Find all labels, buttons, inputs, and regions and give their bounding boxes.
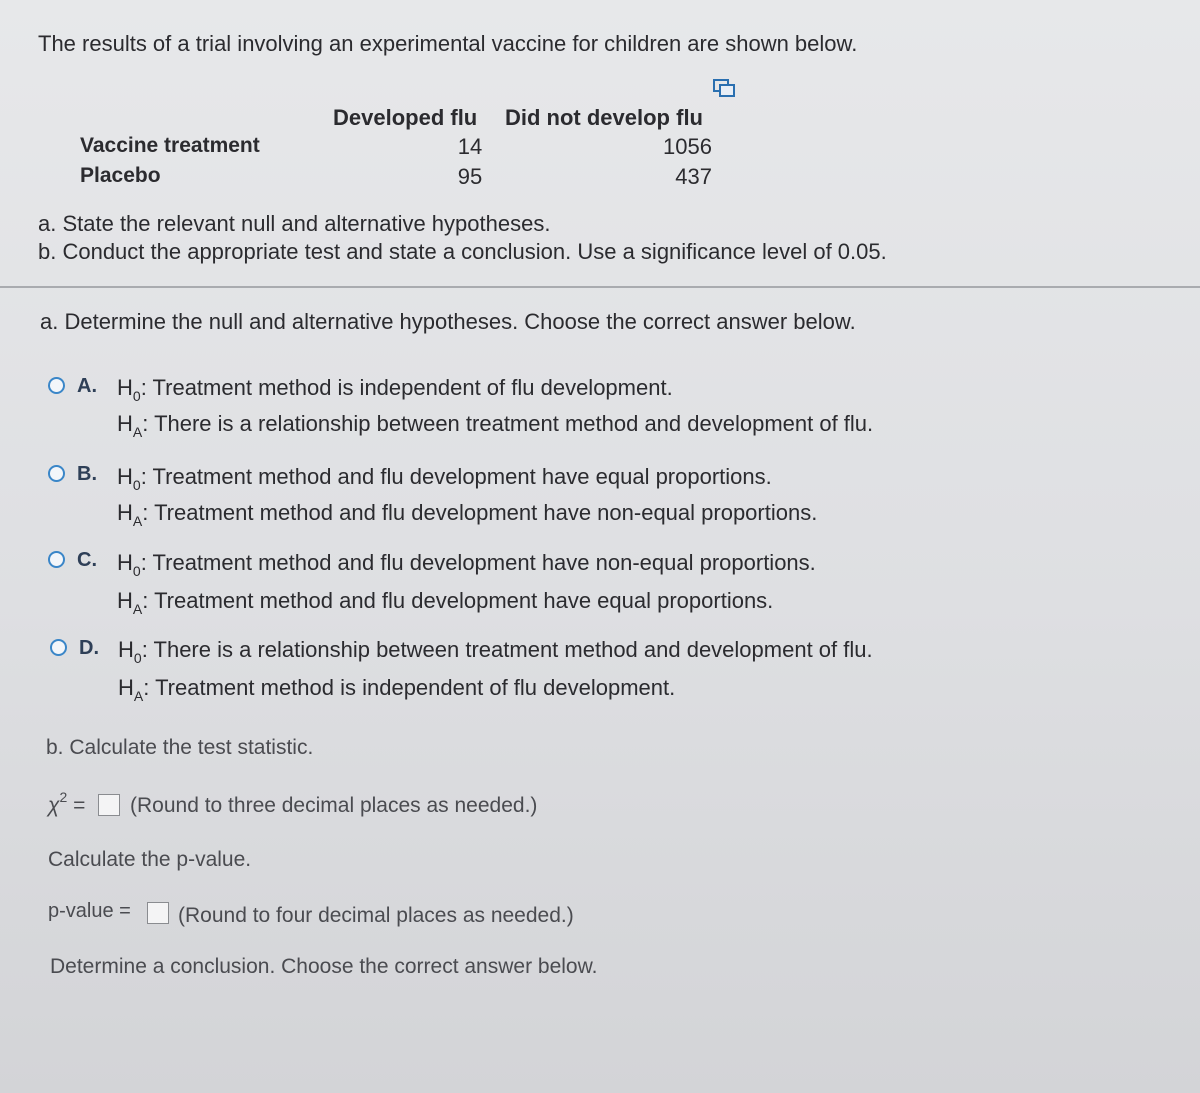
cell-placebo-developed: 95 <box>457 164 483 189</box>
pvalue-input[interactable] <box>147 902 169 924</box>
cell-vaccine-developed: 14 <box>457 134 483 159</box>
option-letter: A. <box>77 375 97 397</box>
copy-table-icon[interactable] <box>713 78 735 98</box>
column-header-developed-flu: Developed flu <box>333 105 478 130</box>
pvalue-prompt: Calculate the p-value. <box>48 848 252 871</box>
option-a-ha: $H_A$: There is a relationship between treatment method and development of flu. <box>117 411 874 440</box>
option-c-ha: $H_A$: Treatment method and flu development have equal proportions. <box>117 588 774 617</box>
option-b-h0: $H_0$: Treatment method and flu development have equal proportions. <box>117 464 772 493</box>
option-letter: B. <box>77 463 97 485</box>
option-a-h0: $H_0$: Treatment method is independent of flu development. <box>117 375 673 404</box>
option-letter: D. <box>79 637 99 659</box>
part-b-prompt: b. Calculate the test statistic. <box>46 736 314 759</box>
row-label-placebo: Placebo <box>80 164 161 187</box>
section-divider <box>0 286 1200 288</box>
option-letter: C. <box>77 549 97 571</box>
chi-square-hint: (Round to three decimal places as needed.) <box>130 794 538 817</box>
radio-option-b[interactable] <box>48 465 65 482</box>
task-b: b. Conduct the appropriate test and state a conclusion. Use a significance level of 0.05. <box>38 239 887 264</box>
radio-option-d[interactable] <box>50 639 67 656</box>
cell-vaccine-not-developed: 1056 <box>663 134 712 159</box>
pvalue-label: p-value = <box>48 900 131 922</box>
chi-square-label: $\chi^2$ = <box>48 789 86 817</box>
task-a: a. State the relevant null and alternative hypotheses. <box>38 211 551 236</box>
radio-option-a[interactable] <box>48 377 65 394</box>
part-a-prompt: a. Determine the null and alternative hypotheses. Choose the correct answer below. <box>40 309 856 334</box>
option-d-h0: $H_0$: There is a relationship between treatment method and development of flu. <box>118 637 873 666</box>
chi-square-input[interactable] <box>98 794 120 816</box>
option-d-ha: $H_A$: Treatment method is independent of flu development. <box>118 675 676 704</box>
radio-option-c[interactable] <box>48 551 65 568</box>
column-header-did-not-develop-flu: Did not develop flu <box>505 105 703 130</box>
problem-intro: The results of a trial involving an experimental vaccine for children are shown below. <box>38 31 858 56</box>
row-label-vaccine: Vaccine treatment <box>80 134 260 157</box>
cell-placebo-not-developed: 437 <box>675 164 712 189</box>
option-c-h0: $H_0$: Treatment method and flu development have non-equal proportions. <box>117 550 816 579</box>
option-b-ha: $H_A$: Treatment method and flu development have non-equal proportions. <box>117 500 818 529</box>
pvalue-hint: (Round to four decimal places as needed.) <box>178 904 574 927</box>
conclusion-prompt: Determine a conclusion. Choose the correct answer below. <box>50 955 598 978</box>
